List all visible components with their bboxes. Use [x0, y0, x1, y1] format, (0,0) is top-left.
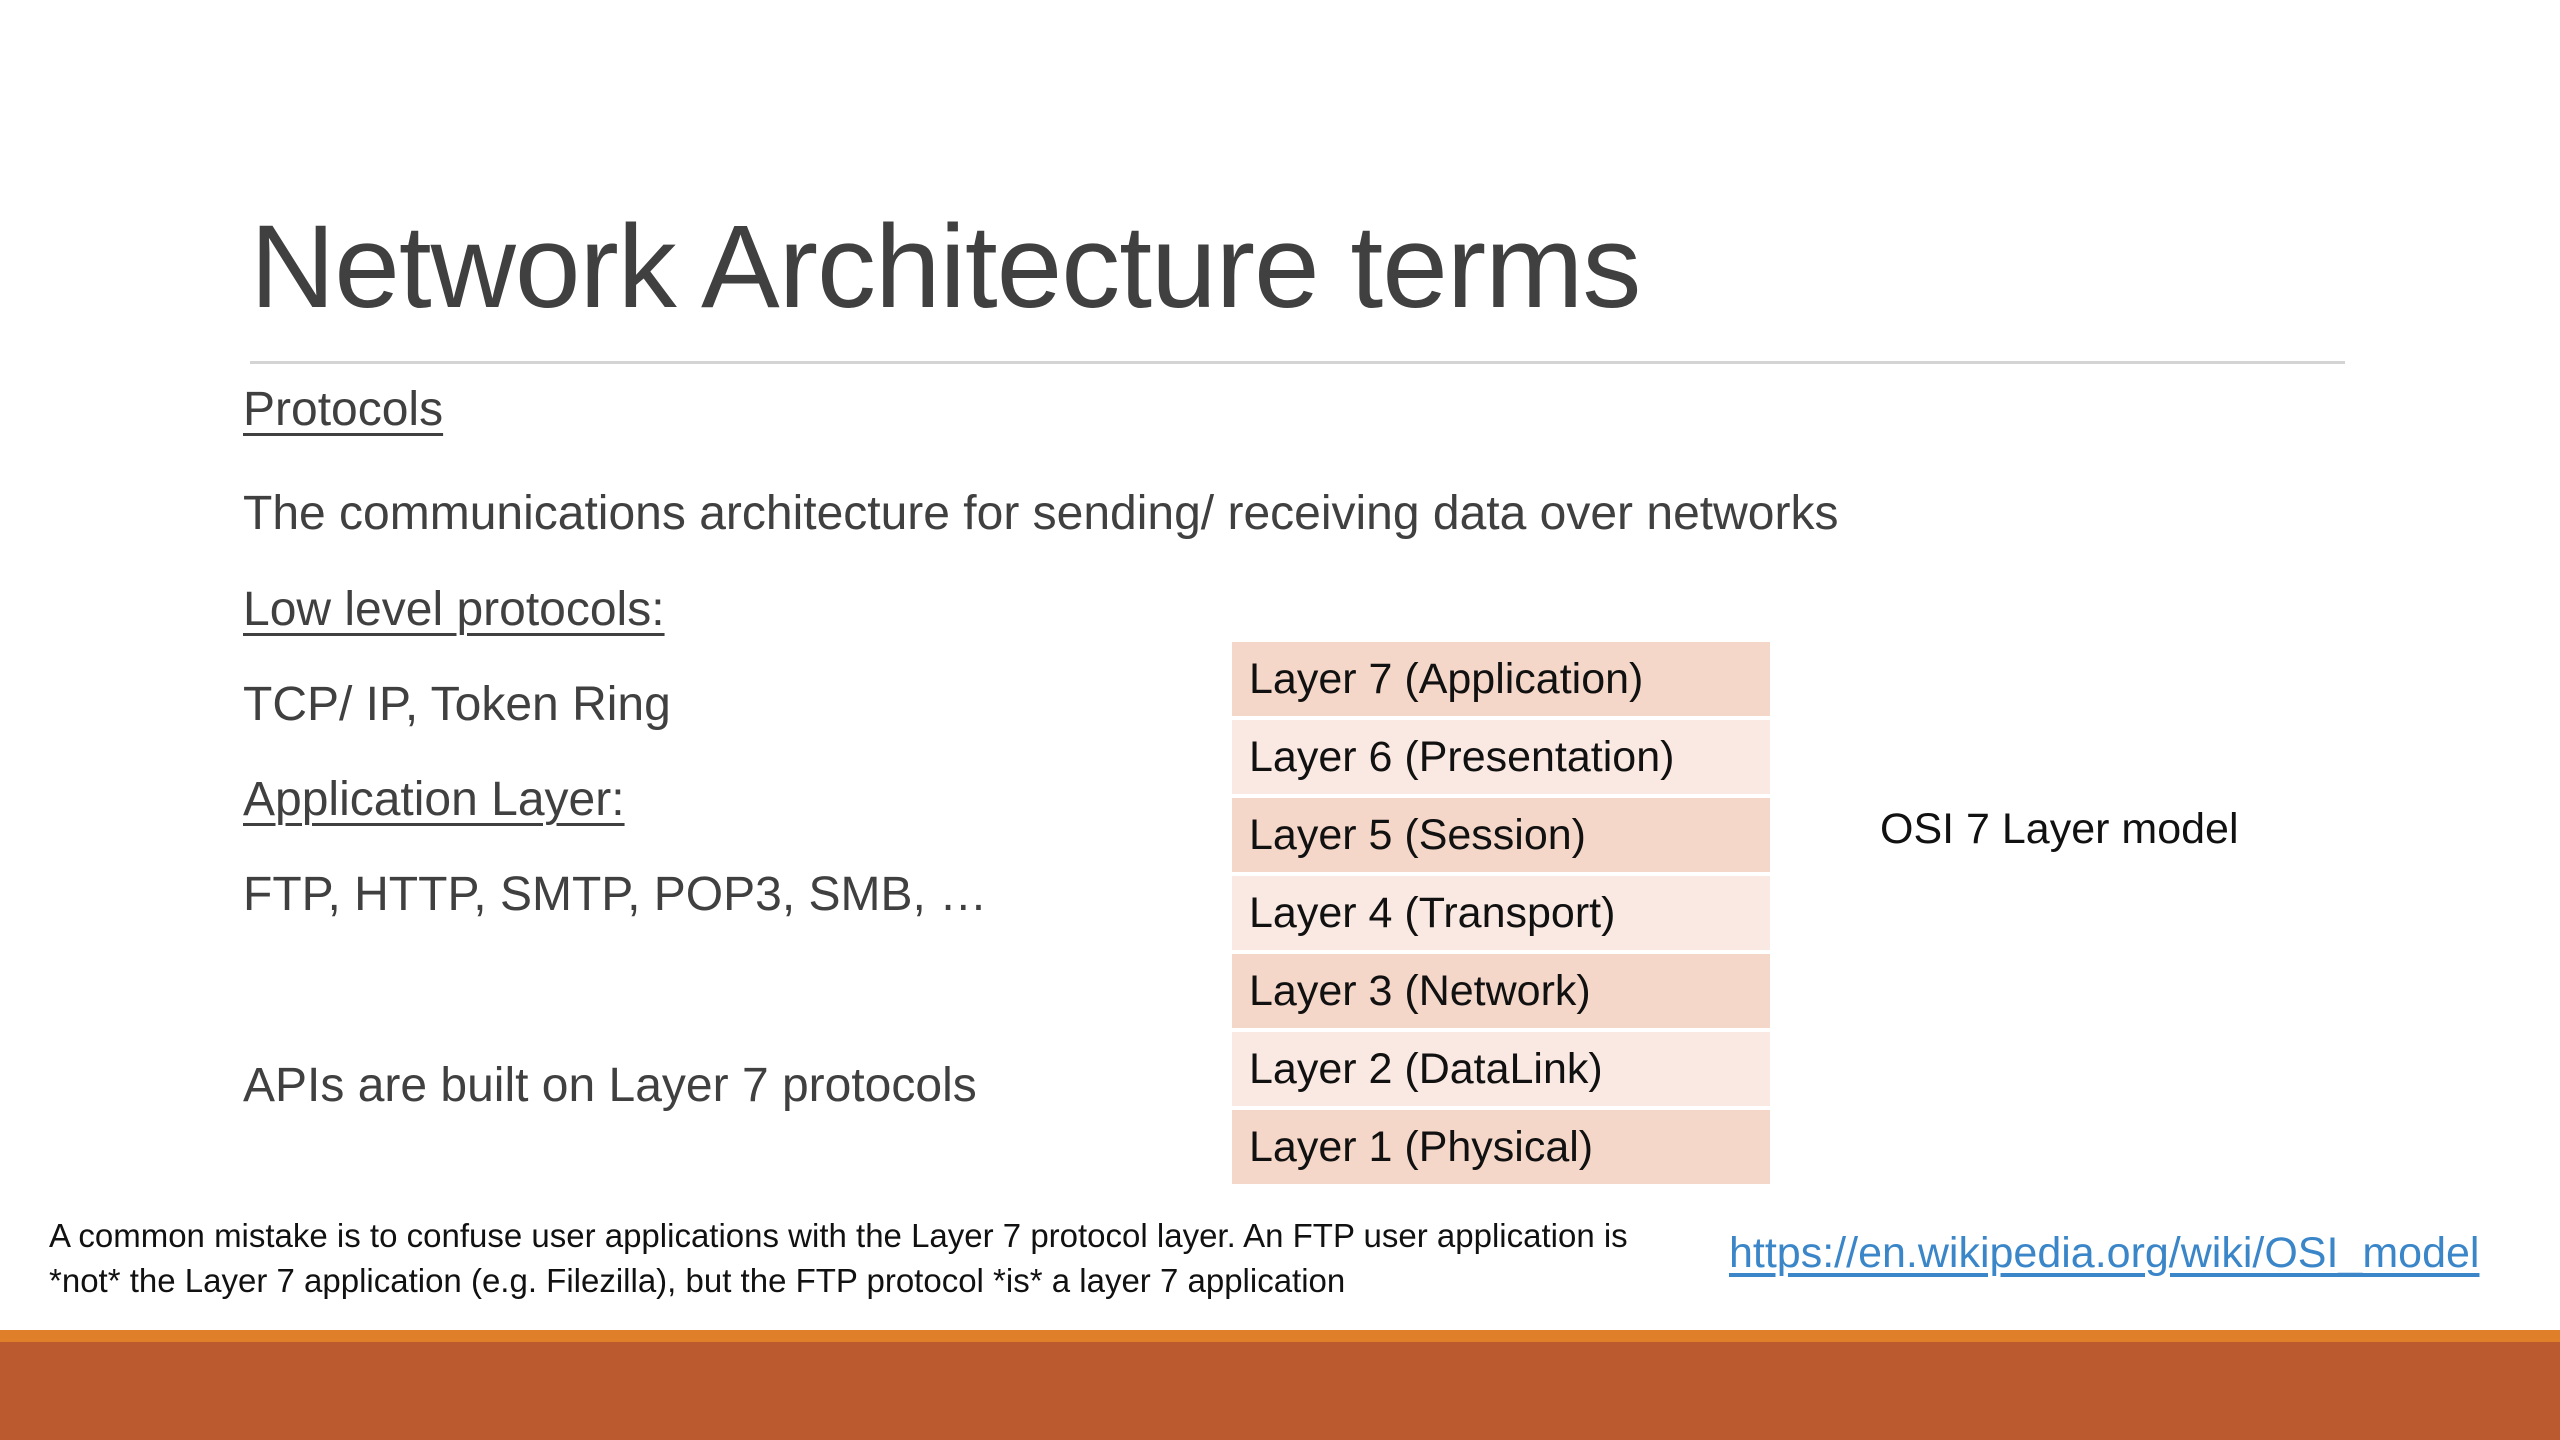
- footer-bar: [0, 1342, 2560, 1440]
- osi-wikipedia-link[interactable]: https://en.wikipedia.org/wiki/OSI_model: [1729, 1229, 2480, 1277]
- footnote: [49, 1213, 1628, 1303]
- title-divider: [250, 361, 2345, 364]
- layer-1-row: Layer 1 (Physical): [1232, 1110, 1770, 1184]
- protocols-description: The communications architecture for sending/ receiving data over networks: [243, 487, 1839, 540]
- footer-accent-bar: [0, 1330, 2560, 1342]
- slide-title: Network Architecture terms: [250, 201, 1641, 333]
- footnote-line-2: *not* the Layer 7 application (e.g. Filezilla), but the FTP protocol *is* a layer 7 application: [49, 1262, 1346, 1299]
- apis-note: APIs are built on Layer 7 protocols: [243, 1059, 977, 1112]
- osi-layer-table: [1232, 642, 1770, 1188]
- low-level-heading: Low level protocols:: [243, 583, 665, 636]
- protocols-heading: Protocols: [243, 383, 444, 436]
- layer-5-row: Layer 5 (Session): [1232, 798, 1770, 872]
- layer-6-row: Layer 6 (Presentation): [1232, 720, 1770, 794]
- osi-model-label: OSI 7 Layer model: [1880, 805, 2239, 853]
- footnote-line-1: A common mistake is to confuse user applications with the Layer 7 protocol layer. An FTP user application is: [49, 1217, 1628, 1254]
- layer-2-row: Layer 2 (DataLink): [1232, 1032, 1770, 1106]
- layer-4-row: Layer 4 (Transport): [1232, 876, 1770, 950]
- layer-7-row: Layer 7 (Application): [1232, 642, 1770, 716]
- app-layer-heading: Application Layer:: [243, 773, 625, 826]
- app-layer-list: FTP, HTTP, SMTP, POP3, SMB, …: [243, 868, 988, 921]
- layer-3-row: Layer 3 (Network): [1232, 954, 1770, 1028]
- low-level-list: TCP/ IP, Token Ring: [243, 678, 671, 731]
